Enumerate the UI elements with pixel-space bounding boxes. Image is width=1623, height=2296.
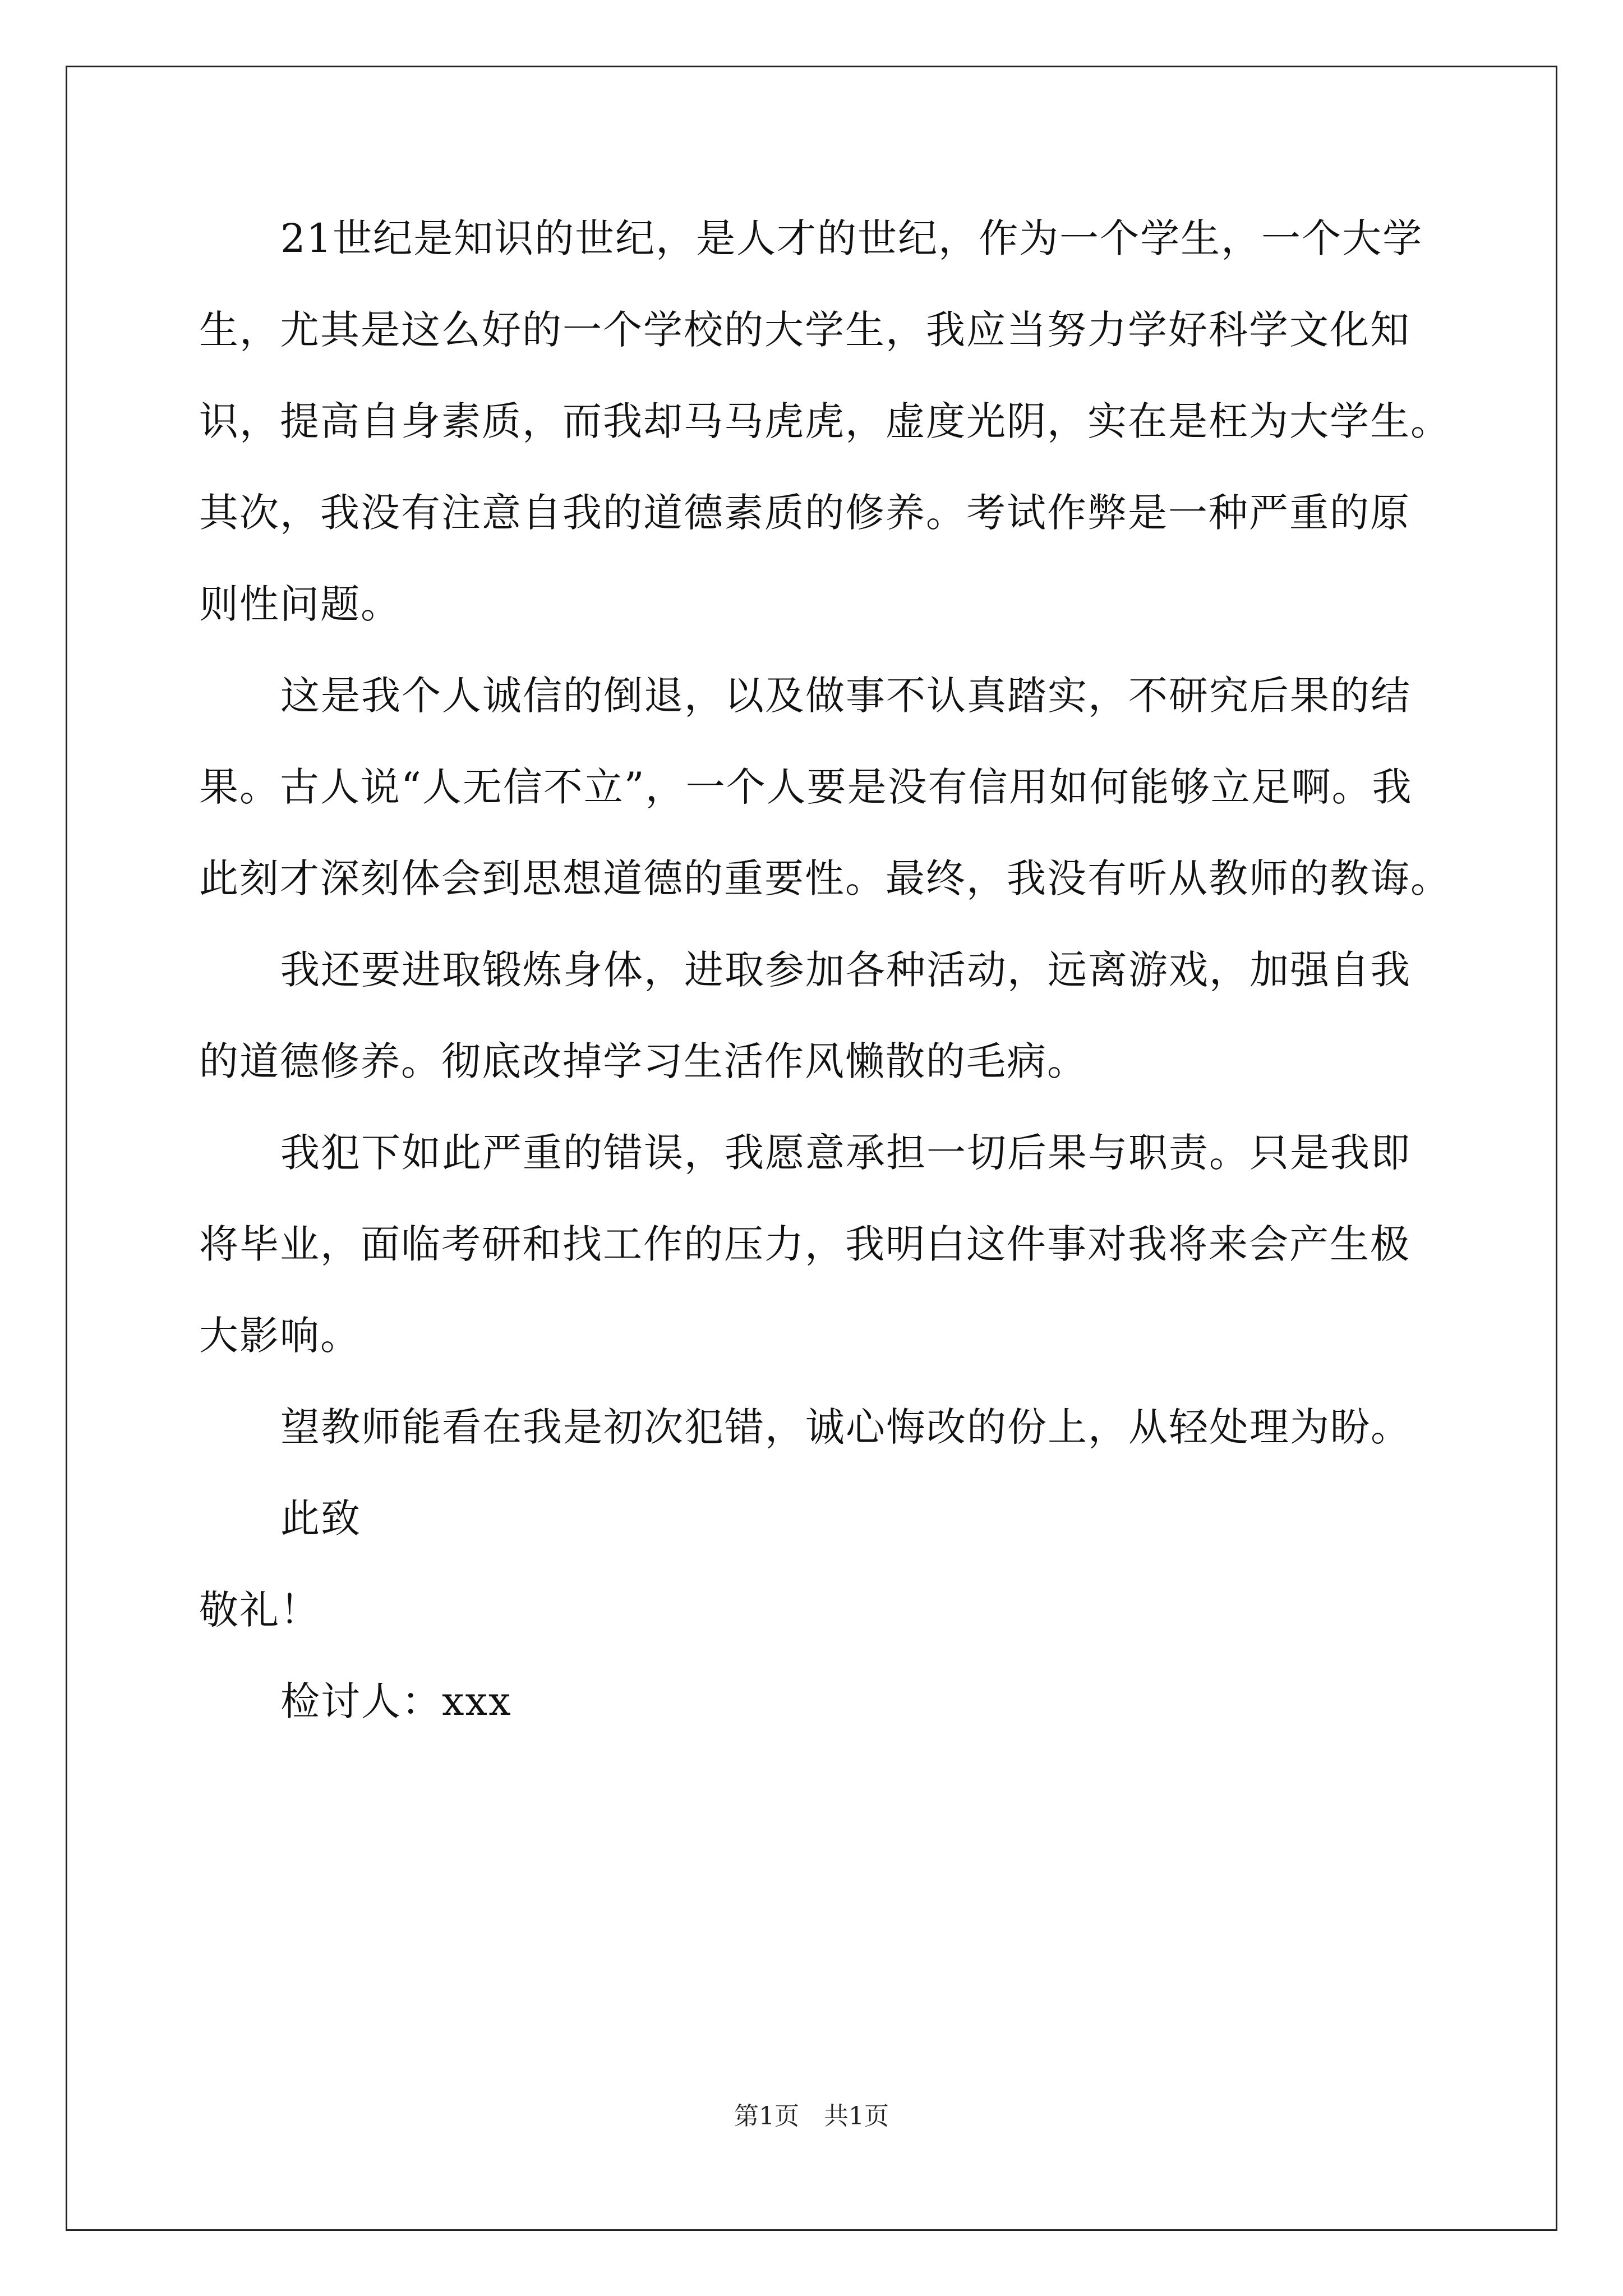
text-line: 识，提高自身素质，而我却马马虎虎，虚度光阴，实在是枉为大学生。 (199, 398, 1451, 444)
signature-line: 检讨人：xxx (280, 1678, 512, 1724)
text-line: 这是我个人诚信的倒退，以及做事不认真踏实，不研究后果的结 (280, 673, 1411, 719)
text-line: 我还要进取锻炼身体，进取参加各种活动，远离游戏，加强自我 (280, 947, 1411, 993)
text-line: 则性问题。 (199, 581, 401, 627)
text-line: 将毕业，面临考研和找工作的压力，我明白这件事对我将来会产生极 (199, 1221, 1410, 1267)
page-footer: 第1页 共1页 (734, 2102, 889, 2131)
text-line: 此刻才深刻体会到思想道德的重要性。最终，我没有听从教师的教诲。 (199, 855, 1451, 901)
text-line: 我犯下如此严重的错误，我愿意承担一切后果与职责。只是我即 (280, 1130, 1411, 1176)
text-line: 生，尤其是这么好的一个学校的大学生，我应当努力学好科学文化知 (199, 307, 1410, 353)
text-line: 的道德修养。彻底改掉学习生活作风懒散的毛病。 (199, 1038, 1087, 1084)
text-line: 果。古人说“人无信不立”，一个人要是没有信用如何能够立足啊。我 (199, 764, 1413, 810)
closing-line: 此致 (280, 1496, 361, 1542)
salutation-line: 敬礼！ (199, 1587, 320, 1633)
text-line: 大影响。 (199, 1313, 361, 1359)
text-line: 望教师能看在我是初次犯错，诚心悔改的份上，从轻处理为盼。 (280, 1404, 1411, 1450)
text-line: 其次，我没有注意自我的道德素质的修养。考试作弊是一种严重的原 (199, 490, 1410, 536)
text-line: 21世纪是知识的世纪，是人才的世纪，作为一个学生，一个大学 (280, 215, 1423, 261)
